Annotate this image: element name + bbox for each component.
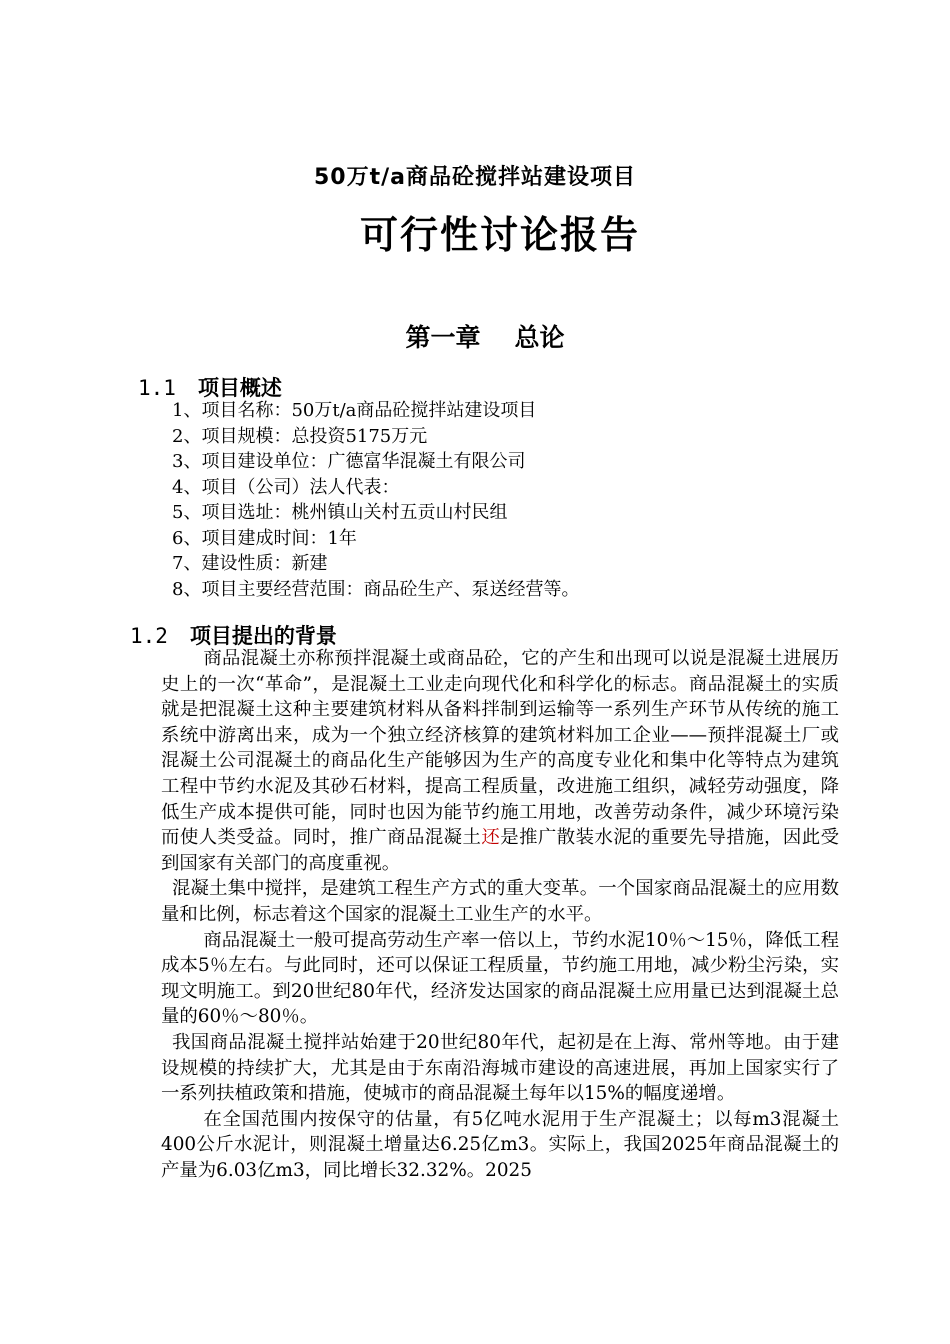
highlighted-character: 还	[481, 827, 501, 849]
list-item: 5、项目选址：桃州镇山关村五贡山村民组	[172, 502, 508, 523]
paragraph: 在全国范围内按保守的估量，有5亿吨水泥用于生产混凝土；以每m3混凝土400公斤水泥计，则混凝土增量达6.25亿m3。实际上，我国2025年商品混凝土的产量为6.03亿m3，同比增长32.32%。2025	[161, 1108, 839, 1181]
paragraph: 商品混凝土亦称预拌混凝土或商品砼，它的产生和出现可以说是混凝土进展历史上的一次“革命”，是混凝土工业走向现代化和科学化的标志。商品混凝土的实质就是把混凝土这种主要建筑材料从备料拌制到运输等一系列生产环节从传统的施工系统中游离出来，成为一个独立经济核算的建筑材料加工企业——预拌混凝土厂或混凝土公司混凝土的商品化生产能够因为生产的高度专业化和集中化等特点为建筑工程中节约水泥及其砂石材料，提高工程质量，改进施工组织，减轻劳动强度，降低生产成本提供可能，同时也因为能节约施工用地，改善劳动条件，减少环境污染而使人类受益。同时，推广商品混凝土还是推广散装水泥的重要先导措施，因此受到国家有关部门的高度重视。	[161, 648, 839, 874]
list-item: 8、项目主要经营范围：商品砼生产、泵送经营等。	[172, 578, 580, 600]
section-number: 1.1	[138, 376, 176, 400]
list-item: 6、项目建成时间：1年	[172, 527, 357, 549]
chapter-name: 总论	[514, 323, 565, 352]
list-item: 3、项目建设单位：广德富华混凝土有限公司	[172, 451, 526, 472]
chapter-number: 第一章	[405, 323, 481, 352]
list-item: 1、项目名称：50万t/a商品砼搅拌站建设项目	[172, 400, 537, 421]
section-title: 项目概述	[197, 376, 282, 400]
report-title: 可行性讨论报告	[359, 213, 640, 257]
section-title: 项目提出的背景	[189, 624, 337, 648]
background-body-text	[161, 646, 839, 1183]
list-item: 4、项目（公司）法人代表：	[172, 476, 400, 498]
paragraph: 商品混凝土一般可提高劳动生产率一倍以上，节约水泥10％～15％，降低工程成本5％左右。与此同时，还可以保证工程质量，节约施工用地，减少粉尘污染，实现文明施工。到20世纪80年代，经济发达国家的商品混凝土应用量已达到混凝土总量的60％～80％。	[161, 929, 839, 1028]
paragraph: 我国商品混凝土搅拌站始建于20世纪80年代，起初是在上海、常州等地。由于建设规模的持续扩大，尤其是由于东南沿海城市建设的高速进展，再加上国家实行了一系列扶植政策和措施，使城市的商品混凝土每年以15%的幅度递增。	[161, 1031, 839, 1105]
chapter-heading	[0, 318, 950, 354]
list-item: 7、建设性质：新建	[172, 553, 328, 574]
project-subtitle: 50万t/a商品砼搅拌站建设项目	[313, 165, 636, 190]
section-number: 1.2	[130, 624, 168, 648]
project-overview-list	[172, 398, 579, 602]
list-item: 2、项目规模：总投资5175万元	[172, 425, 428, 447]
paragraph: 混凝土集中搅拌，是建筑工程生产方式的重大变革。一个国家商品混凝土的应用数量和比例，标志着这个国家的混凝土工业生产的水平。	[161, 878, 839, 925]
